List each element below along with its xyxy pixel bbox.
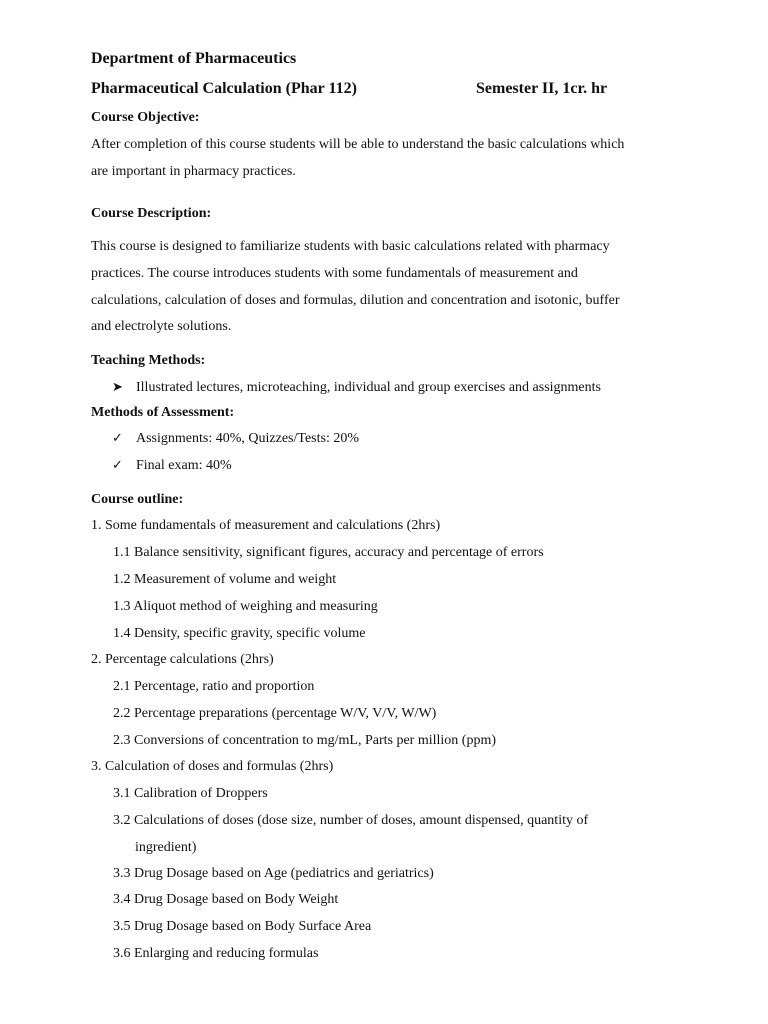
checkmark-icon: ✓ [112,457,123,472]
checkmark-icon: ✓ [112,430,123,445]
objective-line: After completion of this course students will be able to understand the basic calculations which [91,137,625,152]
outline-subitem: 3.6 Enlarging and reducing formulas [113,946,319,961]
outline-subitem: 3.4 Drug Dosage based on Body Weight [113,892,339,907]
department-title: Department of Pharmaceutics [91,50,297,67]
outline-subitem: 2.1 Percentage, ratio and proportion [113,679,315,694]
outline-section: 3. Calculation of doses and formulas (2hrs) [91,759,334,774]
outline-section: 1. Some fundamentals of measurement and calculations (2hrs) [91,518,441,533]
outline-subitem-continuation: ingredient) [135,840,197,855]
description-heading: Course Description: [91,206,212,221]
arrow-bullet-icon: ➤ [112,379,123,394]
teaching-heading: Teaching Methods: [91,353,206,368]
description-line: calculations, calculation of doses and formulas, dilution and concentration and isotonic, buffer [91,293,620,308]
outline-subitem: 1.3 Aliquot method of weighing and measuring [113,599,378,614]
course-title: Pharmaceutical Calculation (Phar 112) [91,80,357,97]
assessment-item: Assignments: 40%, Quizzes/Tests: 20% [136,431,359,446]
outline-subitem: 3.5 Drug Dosage based on Body Surface Area [113,919,372,934]
outline-subitem: 3.1 Calibration of Droppers [113,786,268,801]
description-line: This course is designed to familiarize students with basic calculations related with pharmacy [91,239,610,254]
description-line: practices. The course introduces students with some fundamentals of measurement and [91,266,578,281]
outline-heading: Course outline: [91,492,184,507]
outline-subitem: 1.4 Density, specific gravity, specific volume [113,626,366,641]
outline-subitem: 1.2 Measurement of volume and weight [113,572,337,587]
semester-info: Semester II, 1cr. hr [476,80,608,97]
objective-heading: Course Objective: [91,110,200,125]
outline-subitem: 3.2 Calculations of doses (dose size, number of doses, amount dispensed, quantity of [113,813,589,828]
outline-subitem: 1.1 Balance sensitivity, significant figures, accuracy and percentage of errors [113,545,544,560]
assessment-item: Final exam: 40% [136,458,232,473]
assessment-heading: Methods of Assessment: [91,405,235,420]
objective-line: are important in pharmacy practices. [91,164,296,179]
outline-subitem: 2.3 Conversions of concentration to mg/mL, Parts per million (ppm) [113,733,496,748]
description-line: and electrolyte solutions. [91,319,232,334]
outline-section: 2. Percentage calculations (2hrs) [91,652,274,667]
teaching-item: Illustrated lectures, microteaching, individual and group exercises and assignments [136,380,601,395]
outline-subitem: 3.3 Drug Dosage based on Age (pediatrics and geriatrics) [113,866,434,881]
outline-subitem: 2.2 Percentage preparations (percentage W/V, V/V, W/W) [113,706,437,721]
